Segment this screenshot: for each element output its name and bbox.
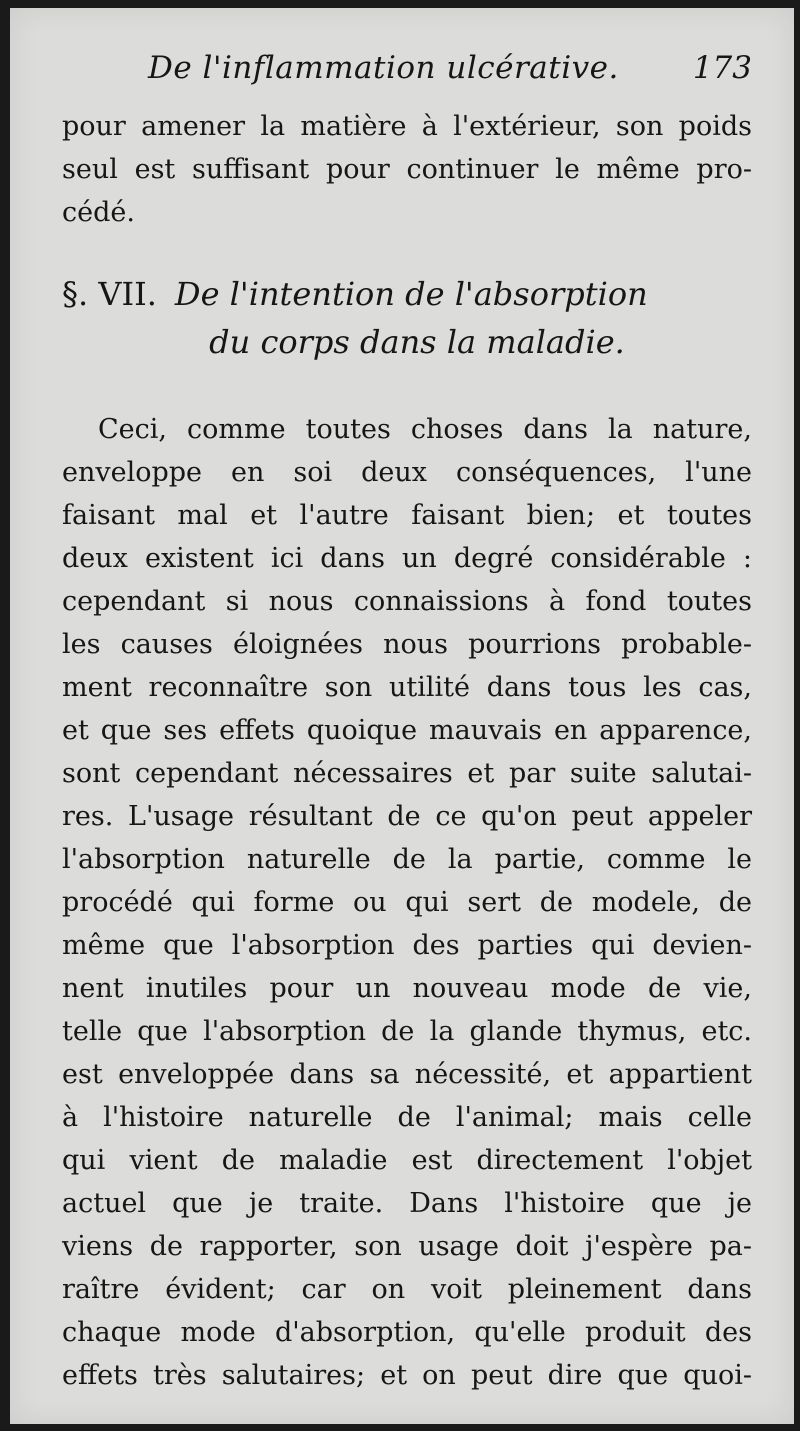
text-line: est enveloppée dans sa nécessité, et appartient bbox=[62, 1059, 752, 1090]
text-line: viens de rapporter, son usage doit j'espère pa- bbox=[62, 1231, 752, 1262]
text-line: sont cependant nécessaires et par suite salutai- bbox=[62, 758, 752, 789]
text-line: actuel que je traite. Dans l'histoire que je bbox=[62, 1188, 752, 1219]
text-line: effets très salutaires; et on peut dire que quoi- bbox=[62, 1360, 752, 1391]
text-line: même que l'absorption des parties qui devien- bbox=[62, 930, 752, 961]
carry-over-paragraph bbox=[62, 105, 752, 234]
text-line: l'absorption naturelle de la partie, comme le bbox=[62, 844, 752, 875]
text-line: cédé. bbox=[62, 197, 135, 228]
text-line: enveloppe en soi deux conséquences, l'une bbox=[62, 457, 752, 488]
text-line: Ceci, comme toutes choses dans la nature, bbox=[98, 414, 752, 445]
text-line: chaque mode d'absorption, qu'elle produit des bbox=[62, 1317, 752, 1348]
text-line: telle que l'absorption de la glande thymus, etc. bbox=[62, 1016, 752, 1047]
text-line: pour amener la matière à l'extérieur, son poids bbox=[62, 111, 752, 142]
text-line: faisant mal et l'autre faisant bien; et toutes bbox=[62, 500, 752, 531]
text-line: raître évident; car on voit pleinement dans bbox=[62, 1274, 752, 1305]
text-line: procédé qui forme ou qui sert de modele, de bbox=[62, 887, 752, 918]
text-line: nent inutiles pour un nouveau mode de vie, bbox=[62, 973, 752, 1004]
running-head-title: De l'inflammation ulcérative. bbox=[148, 50, 619, 86]
text-line: à l'histoire naturelle de l'animal; mais celle bbox=[62, 1102, 752, 1133]
text-line: res. L'usage résultant de ce qu'on peut appeler bbox=[62, 801, 752, 832]
text-line: deux existent ici dans un degré considérable : bbox=[62, 543, 752, 574]
text-line: seul est suffisant pour continuer le même pro- bbox=[62, 154, 752, 185]
section-title-line-1: De l'intention de l'absorption bbox=[174, 275, 648, 313]
section-number: §. VII. bbox=[62, 275, 157, 313]
text-line: et que ses effets quoique mauvais en apparence, bbox=[62, 715, 752, 746]
text-line: cependant si nous connaissions à fond toutes bbox=[62, 586, 752, 617]
body-paragraph bbox=[62, 408, 752, 1397]
text-line: qui vient de maladie est directement l'objet bbox=[62, 1145, 752, 1176]
page-number: 173 bbox=[692, 50, 752, 86]
text-line: les causes éloignées nous pourrions probable- bbox=[62, 629, 752, 660]
running-head bbox=[62, 50, 752, 90]
book-page bbox=[10, 8, 794, 1424]
section-heading bbox=[62, 270, 752, 366]
section-title-line-2: du corps dans la maladie. bbox=[209, 323, 625, 361]
text-line: ment reconnaître son utilité dans tous les cas, bbox=[62, 672, 752, 703]
